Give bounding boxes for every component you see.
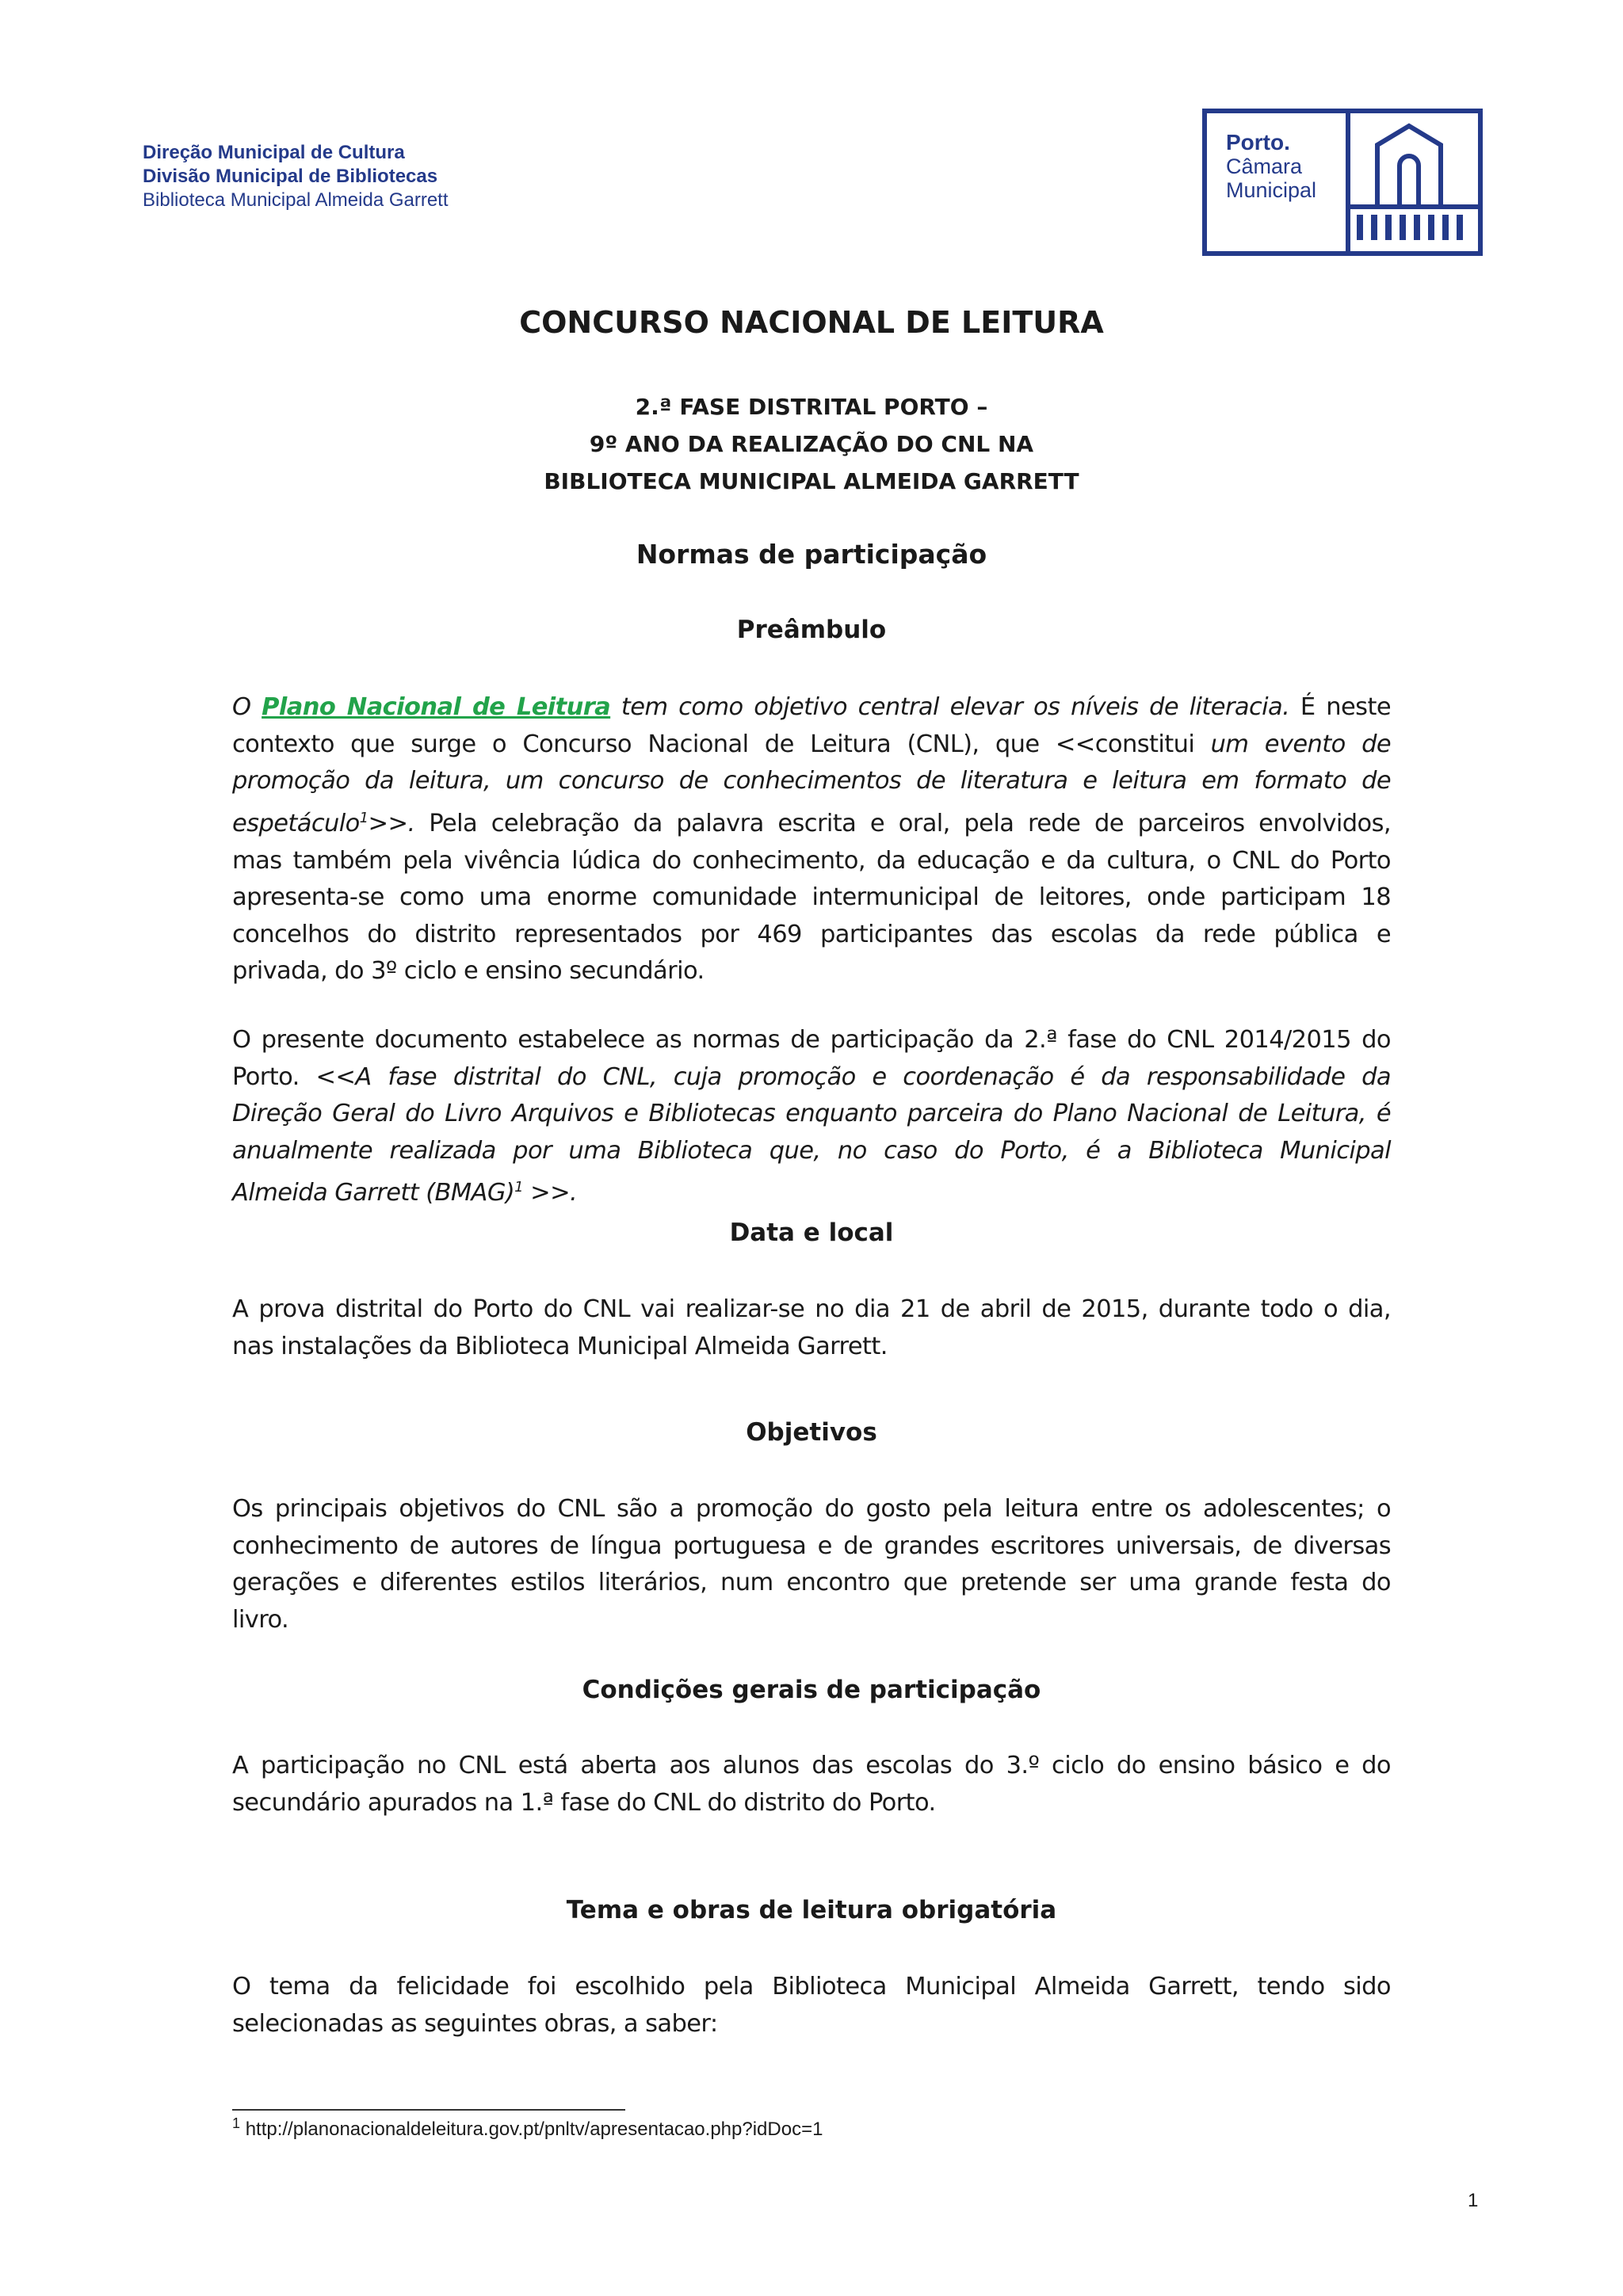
p2-line-1: O presente documento estabelece as normas de participação da 2.ª fase do CNL 2014/2015 do [232, 1026, 1391, 1054]
objetivos-line-4: livro. [232, 1605, 289, 1634]
document-subtitle [232, 388, 1391, 500]
data-local-line-2: nas instalações da Biblioteca Municipal Almeida Garrett. [232, 1332, 888, 1360]
logo-line-3: Municipal [1226, 178, 1317, 202]
header-line-2: Divisão Municipal de Bibliotecas [143, 166, 438, 187]
p1-italic: tem como objetivo central elevar os níveis de literacia. [610, 693, 1290, 721]
p1-rest: É neste [1289, 693, 1391, 721]
normas-heading: Normas de participação [636, 539, 987, 570]
header-line-1: Direção Municipal de Cultura [143, 142, 405, 163]
p1-line-8: privada, do 3º ciclo e ensino secundário. [232, 957, 705, 986]
subtitle-line-3: BIBLIOTECA MUNICIPAL ALMEIDA GARRETT [544, 468, 1079, 494]
p1-line-7: concelhos do distrito representados por 469 participantes das escolas da rede pública e [232, 920, 1391, 948]
porto-camara-municipal-logo [1202, 109, 1483, 256]
logo-line-1: Porto. [1226, 130, 1290, 154]
p2-line-5a: Almeida Garrett (BMAG) [232, 1179, 515, 1207]
p1-line-6: apresenta-se como uma enorme comunidade intermunicipal de leitores, onde participam 18 [232, 883, 1391, 912]
p1-line-2a: contexto que surge o Concurso Nacional de Leitura (CNL), que <<constitui [232, 730, 1211, 758]
objetivos-line-2: conhecimento de autores de língua portuguesa e de grandes escritores universais, de diversas [232, 1531, 1391, 1560]
objetivos-paragraph [232, 1491, 1391, 1638]
data-local-line-1: A prova distrital do Porto do CNL vai realizar-se no dia 21 de abril de 2015, durante todo o dia, [232, 1295, 1391, 1323]
footnote [232, 2115, 823, 2141]
p2-line-4: anualmente realizada por uma Biblioteca que, no caso do Porto, é a Biblioteca Municipal [232, 1136, 1391, 1165]
p2-line-2b: <<A fase distrital do CNL, cuja promoção e coordenação é da responsabilidade da [315, 1062, 1391, 1091]
condicoes-paragraph [232, 1748, 1391, 1821]
p1-line-4c: Pela celebração da palavra escrita e oral, pela rede de parceiros envolvidos, [414, 809, 1391, 837]
preambulo-paragraph-2 [232, 1022, 1391, 1212]
footnote-url[interactable]: http://planonacionaldeleitura.gov.pt/pnltv/apresentacao.php?idDoc=1 [245, 2119, 823, 2140]
condicoes-line-1: A participação no CNL está aberta aos alunos das escolas do 3.º ciclo do ensino básico e do [232, 1752, 1391, 1779]
p2-line-5 [232, 1169, 1391, 1212]
document-title: CONCURSO NACIONAL DE LEITURA [519, 305, 1104, 340]
objetivos-line-1: Os principais objetivos do CNL são a promoção do gosto pela leitura entre os adolescentes; o [232, 1495, 1391, 1523]
footnote-divider [232, 2109, 625, 2111]
condicoes-heading: Condições gerais de participação [582, 1676, 1041, 1704]
objetivos-heading: Objetivos [746, 1418, 877, 1447]
p2-line-2a: Porto. [232, 1062, 316, 1091]
tema-line-2: selecionadas as seguintes obras, a saber: [232, 2009, 718, 2038]
subtitle-line-1: 2.ª FASE DISTRITAL PORTO – [635, 394, 988, 420]
p1-line-2 [232, 727, 1391, 764]
institution-header [143, 141, 449, 212]
p2-line-2 [232, 1059, 1391, 1097]
logo-line-2: Câmara [1226, 154, 1303, 178]
header-line-3: Biblioteca Municipal Almeida Garrett [143, 189, 449, 211]
objetivos-line-3: gerações e diferentes estilos literários, num encontro que pretende ser uma grande festa do [232, 1569, 1391, 1597]
footnote-ref-2: 1 [514, 1179, 524, 1196]
page-number: 1 [1468, 2190, 1479, 2211]
tema-line-1: O tema da felicidade foi escolhido pela Biblioteca Municipal Almeida Garrett, tendo sido [232, 1973, 1391, 2000]
footnote-marker: 1 [232, 2115, 241, 2131]
data-local-paragraph [232, 1291, 1391, 1365]
logo-text [1226, 131, 1316, 202]
p1-start: O [232, 693, 262, 721]
p1-line-5: mas também pela vivência lúdica do conhecimento, da educação e da cultura, o CNL do Porto [232, 846, 1391, 875]
p1-line-4 [232, 800, 1391, 843]
data-local-heading: Data e local [729, 1219, 894, 1247]
plano-nacional-link[interactable]: Plano Nacional de Leitura [262, 693, 611, 721]
tema-paragraph [232, 1969, 1391, 2042]
preambulo-heading: Preâmbulo [736, 616, 887, 644]
tema-heading: Tema e obras de leitura obrigatória [566, 1896, 1057, 1924]
p2-line-3: Direção Geral do Livro Arquivos e Bibliotecas enquanto parceira do Plano Nacional de Leitura, é [232, 1100, 1391, 1128]
subtitle-line-2: 9º ANO DA REALIZAÇÃO DO CNL NA [589, 431, 1034, 457]
p1-line-1 [232, 689, 1391, 727]
footnote-ref-1: 1 [359, 809, 369, 826]
building-icon [1346, 113, 1479, 251]
p1-line-3: promoção da leitura, um concurso de conhecimentos de literatura e leitura em formato de [232, 767, 1391, 795]
condicoes-line-2: secundário apurados na 1.ª fase do CNL do distrito do Porto. [232, 1788, 936, 1817]
p1-line-4b: >>. [368, 809, 415, 837]
p1-line-4a: espetáculo [232, 809, 360, 837]
p2-line-5b: >>. [523, 1179, 578, 1207]
p1-line-2b: um evento de [1210, 730, 1391, 758]
preambulo-paragraph-1 [232, 689, 1391, 990]
